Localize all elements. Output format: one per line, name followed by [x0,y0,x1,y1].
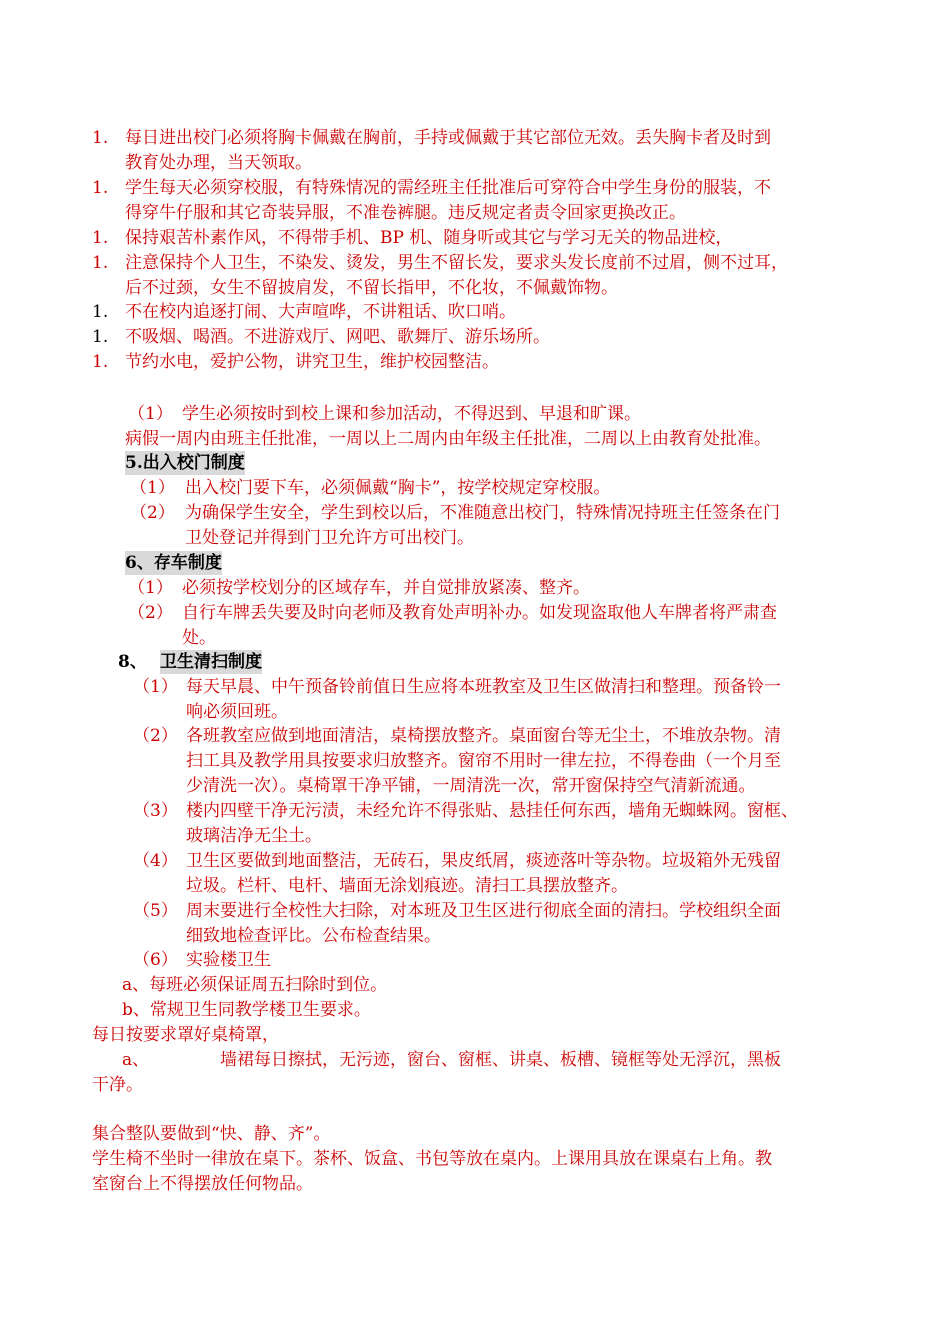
clean-item-text: 细致地检查评比。公布检查结果。 [186,926,441,946]
rule-text: 教育处办理，当天领取。 [125,153,312,173]
rule-number: 1. [92,178,109,198]
clean-item-text: 垃圾。栏杆、电杆、墙面无涂划痕迹。清扫工具摆放整齐。 [186,876,628,896]
rule-text: 不在校内追逐打闹、大声喧哗，不讲粗话、吹口哨。 [125,302,516,322]
rule-text: 注意保持个人卫生，不染发、烫发，男生不留长发，要求头发长度前不过眉，侧不过耳， [125,253,788,273]
rule-text: 保持艰苦朴素作风，不得带手机、BP 机、随身听或其它与学习无关的物品进校， [125,228,733,248]
lab-rule-b: b、常规卫生同教学楼卫生要求。 [122,1000,371,1020]
rule-text: 每日进出校门必须将胸卡佩戴在胸前，手持或佩戴于其它部位无效。丢失胸卡者及时到 [125,128,771,148]
clean-item-text: 周末要进行全校性大扫除，对本班及卫生区进行彻底全面的清扫。学校组织全面 [186,901,781,921]
item-number: （1） [133,677,178,697]
clean-item-text: 每天早晨、中午预备铃前值日生应将本班教室及卫生区做清扫和整理。预备铃一 [186,677,781,697]
section-heading-gate: 5.出入校门制度 [125,453,245,473]
clean-item-text: 少清洗一次）。桌椅罩干净平铺，一周清洗一次，常开窗保持空气清新流通。 [186,776,756,796]
rule-text: 学生每天必须穿校服，有特殊情况的需经班主任批准后可穿符合中学生身份的服装，不 [125,178,771,198]
assembly-text: 集合整队要做到“快、静、齐”。 [92,1124,331,1144]
leave-approval-text: 病假一周内由班主任批准，一周以上二周内由年级主任批准，二周以上由教育处批准。 [125,429,771,449]
bike-item-text: 必须按学校划分的区域存车，并自觉排放紧凑、整齐。 [182,578,590,598]
rule-text: 节约水电，爱护公物，讲究卫生，维护校园整洁。 [125,352,499,372]
chair-cover-text: 每日按要求罩好桌椅罩， [92,1025,279,1045]
bike-item-text: 自行车牌丢失要及时向老师及教育处声明补办。如发现盗取他人车牌者将严肃查 [182,603,777,623]
wall-label: a、 [122,1050,150,1070]
clean-item-text: 卫生区要做到地面整洁，无砖石，果皮纸屑，痰迹落叶等杂物。垃圾箱外无残留 [186,851,781,871]
rule-number: 1. [92,327,109,347]
section-heading-clean: 卫生清扫制度 [160,652,262,672]
wall-text: 干净。 [92,1075,143,1095]
desk-text: 室窗台上不得摆放任何物品。 [92,1174,313,1194]
clean-item-text: 各班教室应做到地面清洁，桌椅摆放整齐。桌面窗台等无尘土，不堆放杂物。清 [186,726,781,746]
rule-text: 得穿牛仔服和其它奇装异服，不准卷裤腿。违反规定者责令回家更换改正。 [125,203,686,223]
item-number: （2） [128,603,173,623]
attendance-text: 学生必须按时到校上课和参加活动，不得迟到、早退和旷课。 [182,404,641,424]
section-heading-bike: 6、存车制度 [125,553,222,573]
clean-item-text: 玻璃洁净无尘土。 [186,826,322,846]
item-number: （3） [133,801,178,821]
lab-rule-a: a、每班必须保证周五扫除时到位。 [122,975,388,995]
gate-item-text: 卫处登记并得到门卫允许方可出校门。 [185,528,474,548]
clean-item-text: 扫工具及教学用具按要求归放整齐。窗帘不用时一律左拉，不得卷曲（一个月至 [186,751,781,771]
clean-item-text: 楼内四壁干净无污渍，未经允许不得张贴、悬挂任何东西，墙角无蜘蛛网。窗框、 [186,801,798,821]
rule-number: 1. [92,352,109,372]
bike-item-text: 处。 [182,628,216,648]
item-number: （1） [128,578,173,598]
rule-number: 1. [92,253,109,273]
rule-number: 1. [92,128,109,148]
rule-text: 后不过颈，女生不留披肩发，不留长指甲，不化妆，不佩戴饰物。 [125,278,618,298]
rule-text: 不吸烟、喝酒。不进游戏厅、网吧、歌舞厅、游乐场所。 [125,327,550,347]
item-number: （2） [133,726,178,746]
clean-item-text: 实验楼卫生 [186,950,271,970]
rule-number: 1. [92,302,109,322]
item-number: （6） [133,950,178,970]
rule-number: 1. [92,228,109,248]
gate-item-text: 为确保学生安全，学生到校以后，不准随意出校门，特殊情况持班主任签条在门 [185,503,780,523]
desk-text: 学生椅不坐时一律放在桌下。茶杯、饭盒、书包等放在桌内。上课用具放在课桌右上角。教 [92,1149,772,1169]
item-number: （4） [133,851,178,871]
wall-text: 墙裙每日擦拭，无污迹，窗台、窗框、讲桌、板槽、镜框等处无浮沉，黑板 [220,1050,781,1070]
item-number: （2） [130,503,175,523]
item-number: （1） [128,404,173,424]
section-number-clean: 8、 [118,652,147,672]
item-number: （5） [133,901,178,921]
clean-item-text: 响必须回班。 [186,702,288,722]
gate-item-text: 出入校门要下车，必须佩戴“胸卡”，按学校规定穿校服。 [185,478,611,498]
item-number: （1） [130,478,175,498]
